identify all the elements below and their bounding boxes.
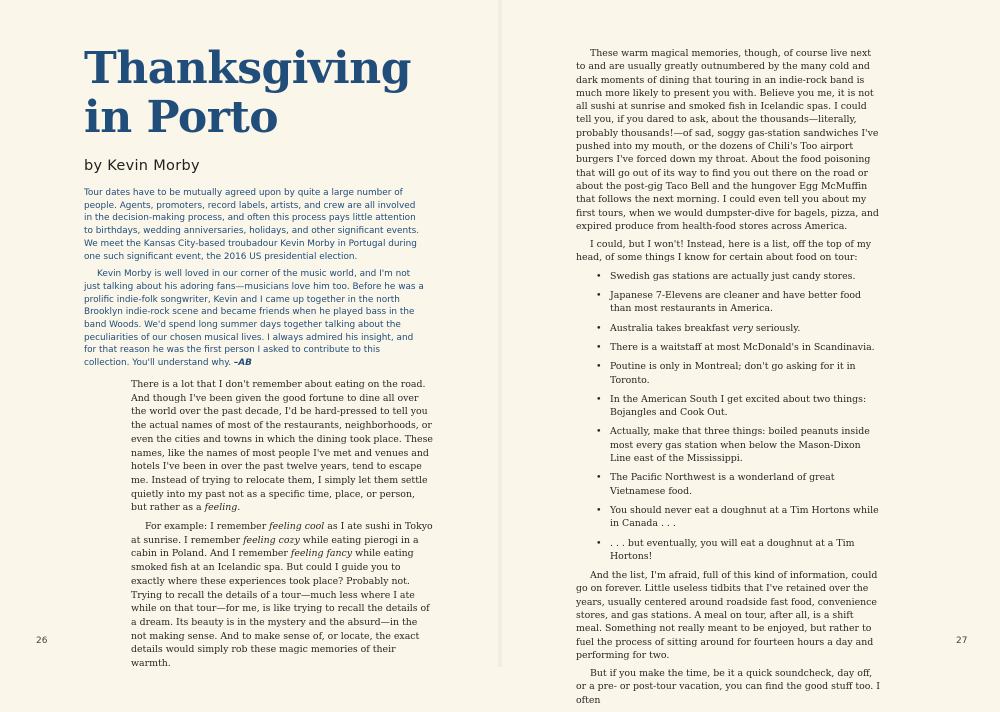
body-paragraph-1 — [131, 378, 433, 515]
food-tips-list — [576, 270, 881, 563]
body-paragraph-2-part-c: while eating pierogi in a cabin in Poland. And I remember — [131, 534, 419, 560]
editor-initials: –AB — [233, 358, 252, 369]
list-item: • Australia takes breakfast very seriously. — [596, 322, 881, 335]
intro-paragraph-2 — [84, 268, 426, 370]
list-item: • Poutine is only in Montreal; don't go asking for it in Toronto. — [596, 360, 881, 387]
body-paragraph-2-part-b: as I ate sushi in Tokyo at sunrise. I remember — [131, 521, 433, 546]
left-body-text — [131, 378, 433, 676]
page-number-left: 26 — [36, 636, 48, 646]
list-item: • Japanese 7-Elevens are cleaner and have better food than most restaurants in America. — [596, 289, 881, 316]
body-paragraph-2 — [131, 520, 433, 671]
right-paragraph-1: These warm magical memories, though, of course live next to and are usually greatly outnumbered by the many cold and dark moments of dining that touring in an indie-rock band is much more likely to present you with. Believe you me, it is not all sushi at sunrise and smoked fish in Icelandic spas. I could tell you, if you dared to ask, about the thousands—literally, probably thousands!—of sad, soggy gas-station sandwiches I've pushed into my mouth, or the dozens of Chili's Too airport burgers I've forced down my throat. About the food poisoning that will go out of its way to find you out there on the road or about the post-gig Taco Bell and the hungover Egg McMuffin that follows the next morning. I could even tell you about my first tours, when we would dumpster-dive for bagels, pizza, and expired produce from health-food stores across America. — [576, 48, 879, 232]
body-paragraph-1-text: There is a lot that I don't remember about eating on the road. And though I've been given the good fortune to dine all over the world over the past decade, I'd be hard-pressed to tell you the actual names of most of the restaurants, neighborhoods, or even the cities and towns in which the dining took place. These names, like the names of most people I've met and venues and hotels I've been in over the past twelve years, tend to escape me. Instead of trying to relocate them, I simply let them settle quietly into my past not as a specific time, place, or person, but rather as a — [131, 379, 433, 514]
emphasis-feeling: feeling — [204, 502, 238, 514]
intro-paragraph-2-text: Kevin Morby is well loved in our corner of the music world, and I'm not just talking about his adoring fans—musicians love him too. Before he was a prolific indie-folk songwriter, Kevin and I came up together in the north Brooklyn indie-rock scene and became friends when he played bass in the band Woods. We'd spend long summer days together talking about the peculiarities of our chosen musical lives. I always admired his insight, and for that reason he was the first person I asked to contribute to this collection. You'll understand why. — [84, 269, 424, 369]
right-paragraph-2: I could, but I won't! Instead, here is a list, off the top of my head, of some things I know for certain about food on tour: — [576, 239, 872, 264]
emphasis-very: very — [732, 322, 753, 334]
list-item: • In the American South I get excited about two things: Bojangles and Cook Out. — [596, 393, 881, 420]
left-page — [0, 0, 500, 670]
list-item: • Swedish gas stations are actually just candy stores. — [596, 270, 881, 283]
body-paragraph-1-end: . — [237, 502, 241, 514]
right-paragraph-3: And the list, I'm afraid, full of this kind of information, could go on forever. Little useless tidbits that I've retained over the years, usually centered around roadside fast food, convenience stores, and gas stations. A meal on tour, after all, is a shift meal. Something not really meant to be enjoyed, but rather to fuel the process of sitting around for fourteen hours a day and performing for two. — [576, 570, 878, 661]
title-line-1: Thanksgiving — [84, 43, 412, 94]
page-number-right: 27 — [956, 636, 968, 646]
body-paragraph-2-part-a: For example: I remember — [145, 521, 270, 533]
right-paragraph-4: But if you make the time, be it a quick soundcheck, day off, or a pre- or post-tour vacation, you can find the good stuff too. I often — [576, 668, 880, 706]
byline: by Kevin Morby — [84, 158, 200, 174]
intro-paragraph-1: Tour dates have to be mutually agreed upon by quite a large number of people. Agents, promoters, record labels, artists, and crew are all involved in the decision-making process, and often this process pays little attention to birthdays, wedding anniversaries, holidays, and other significant events. We meet the Kansas City-based troubadour Kevin Morby in Portugal during one such significant event, the 2016 US presidential election. — [84, 188, 420, 262]
body-paragraph-2-part-d: while eating smoked fish at an Icelandic spa. But could I guide you to exactly where these experiences took place? Probably not. Trying to recall the details of a tour—much less where I ate while on that tour—for me, is like trying to recall the details of a dream. Its beauty is in the mystery and the absurd—in the not making sense. And to make sense of, or locate, the exact details would simply rob these magic memories of their warmth. — [131, 548, 430, 670]
right-page — [500, 0, 1000, 706]
right-body-text — [576, 47, 881, 712]
emphasis-feeling-cozy: feeling cozy — [243, 534, 300, 546]
intro-block — [84, 187, 426, 375]
list-item: • Actually, make that three things: boiled peanuts inside most every gas station when below the Mason-Dixon Line east of the Mississippi. — [596, 425, 881, 465]
emphasis-feeling-cool: feeling cool — [269, 521, 325, 533]
list-item: • There is a waitstaff at most McDonald's in Scandinavia. — [596, 341, 881, 354]
emphasis-feeling-fancy: feeling fancy — [290, 548, 353, 560]
title-line-2: in Porto — [84, 92, 279, 143]
list-item: • The Pacific Northwest is a wonderland of great Vietnamese food. — [596, 471, 881, 498]
list-item: • . . . but eventually, you will eat a doughnut at a Tim Hortons! — [596, 537, 881, 564]
article-title — [84, 44, 464, 142]
list-item: • You should never eat a doughnut at a Tim Hortons while in Canada . . . — [596, 504, 881, 531]
